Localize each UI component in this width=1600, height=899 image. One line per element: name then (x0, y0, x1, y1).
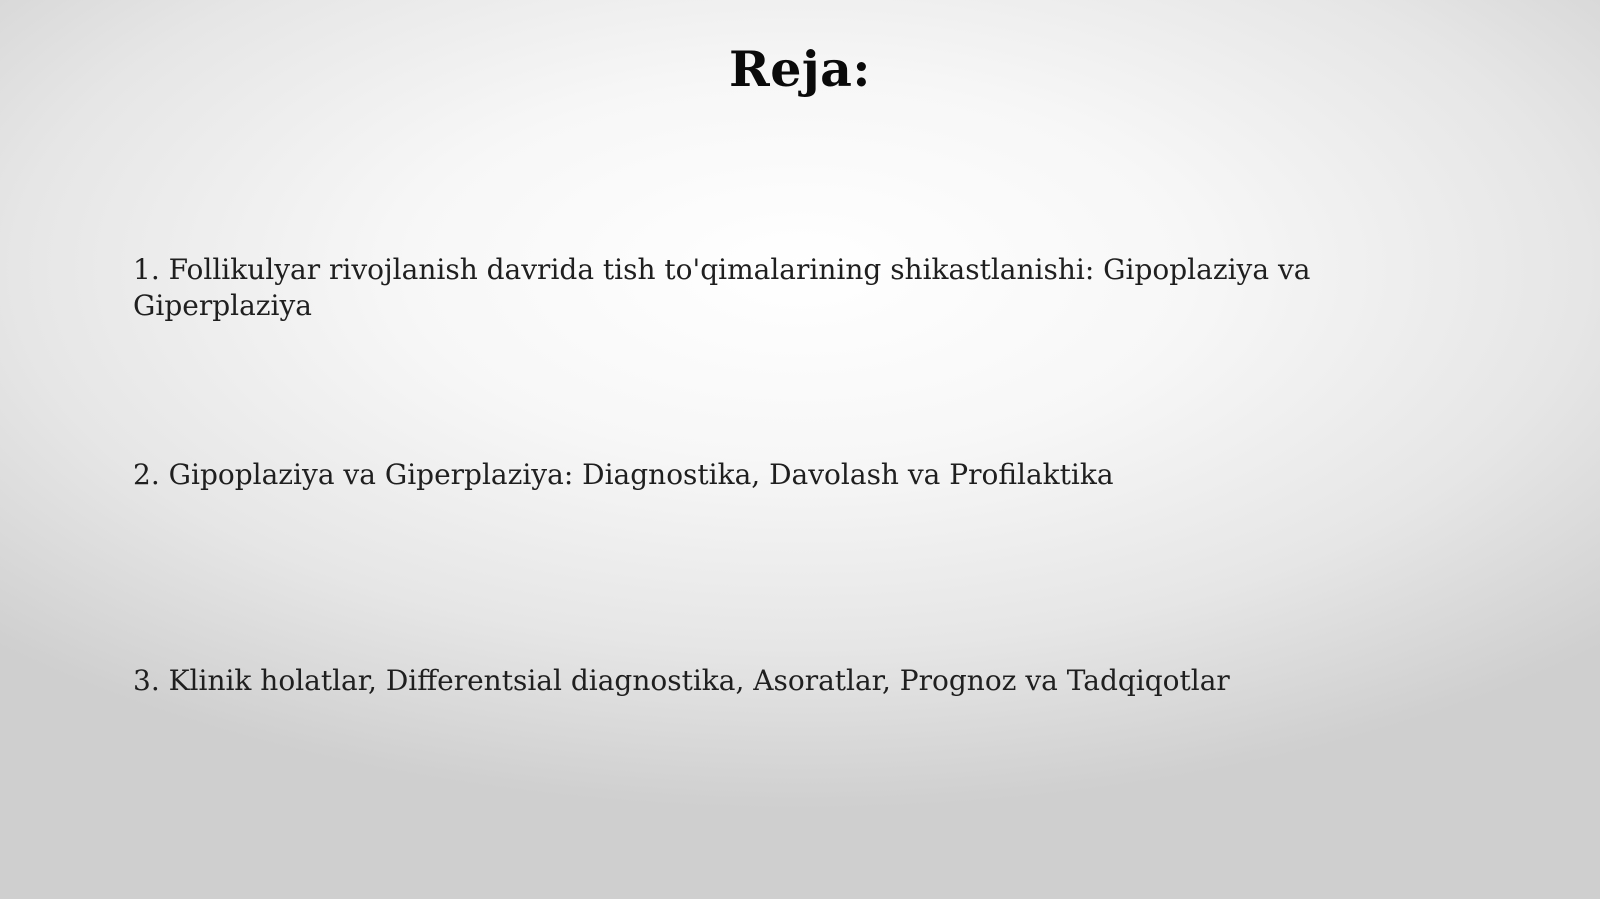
slide-title: Reja: (729, 40, 871, 98)
plan-item-1: 1. Follikulyar rivojlanish davrida tish to'qimalarining shikastlanishi: Gipoplaziya va Giperplaziya (133, 253, 1311, 322)
plan-item-3: 3. Klinik holatlar, Differentsial diagnostika, Asoratlar, Prognoz va Tadqiqotlar (133, 664, 1230, 697)
plan-item-2: 2. Gipoplaziya va Giperplaziya: Diagnostika, Davolash va Profilaktika (133, 458, 1114, 491)
